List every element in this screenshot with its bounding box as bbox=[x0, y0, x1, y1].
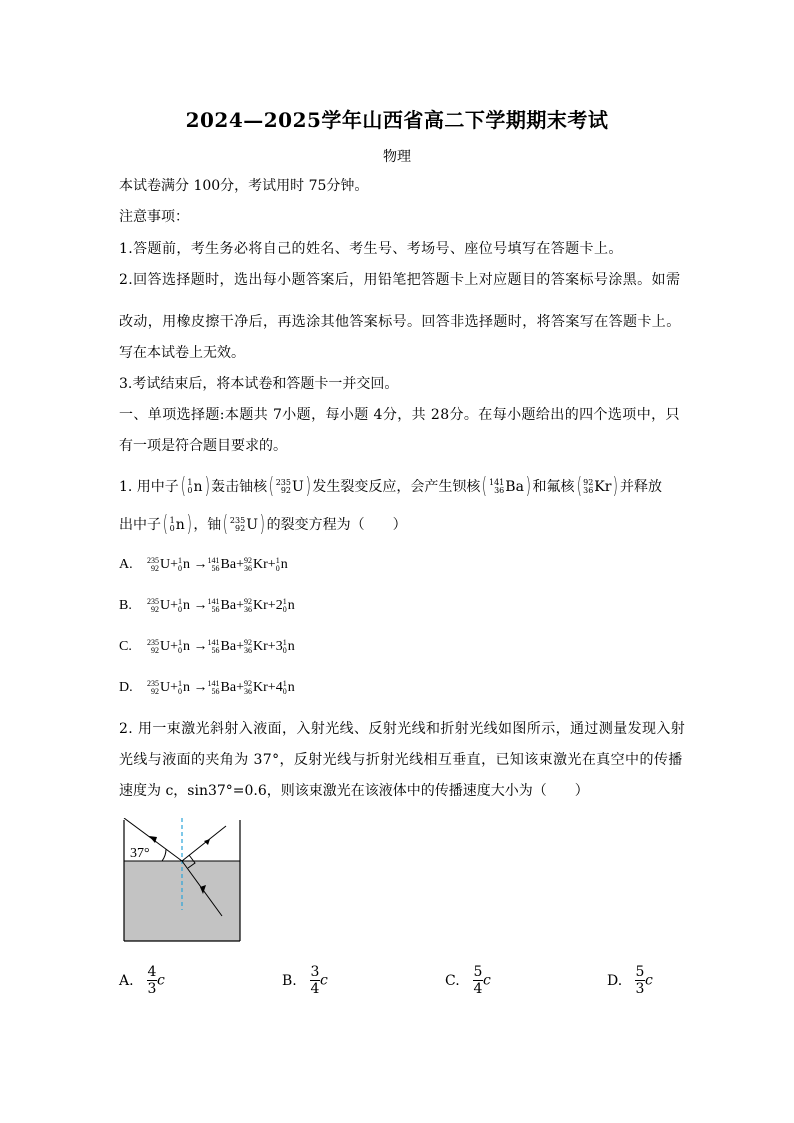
refraction-diagram bbox=[118, 818, 244, 944]
q2-stem-line3: 速度为 c，sin37°=0.6，则该束激光在该液体中的传播速度大小为（ ） bbox=[119, 783, 589, 799]
q2-stem-line1: 2. 用一束激光斜射入液面，入射光线、反射光线和折射光线如图所示，通过测量发现入射 bbox=[119, 721, 686, 737]
q1-option-d[interactable]: D. 235 92 U + 1 0 n → 141 56 Ba + 92 36 Kr +4 1 0 n bbox=[119, 679, 295, 696]
neutron-symbol-2: 1 0 n bbox=[169, 516, 185, 533]
q2-option-b[interactable]: B. $\frac{3}{4}$ c bbox=[282, 964, 328, 997]
section-heading-a: 一、单项选择题:本题共 7小题，每小题 4分，共 28分。在每小题给出的四个选项中，只 bbox=[119, 407, 680, 423]
krypton-symbol: 92 36 Kr bbox=[583, 478, 612, 495]
uranium-symbol: 235 92 U bbox=[275, 478, 304, 495]
notes-title: 注意事项： bbox=[119, 209, 189, 225]
neutron-symbol: 1 0 n bbox=[187, 478, 203, 495]
subject-label: 物理 bbox=[383, 149, 411, 165]
note-1: 1.答题前，考生务必将自己的姓名、考生号、考场号、座位号填写在答题卡上。 bbox=[119, 241, 623, 257]
note-2a: 2.回答选择题时，选出每小题答案后，用铅笔把答题卡上对应题目的答案标号涂黑。如需 bbox=[119, 272, 681, 288]
barium-symbol: 141 36 Ba bbox=[489, 478, 524, 495]
uranium-symbol-2: 235 92 U bbox=[229, 516, 258, 533]
q1-stem-line2: 出中子( 1 0 n ) ，铀( 235 92 U ) 的裂变方程为（ ） bbox=[119, 512, 407, 537]
section-heading-b: 有一项是符合题目要求的。 bbox=[119, 438, 287, 454]
note-2b: 改动，用橡皮擦干净后，再选涂其他答案标号。回答非选择题时，将答案写在答题卡上。 bbox=[119, 314, 681, 330]
q2-stem-line2: 光线与液面的夹角为 37°，反射光线与折射光线相互垂直，已知该束激光在真空中的传播 bbox=[119, 752, 683, 768]
q2-option-c[interactable]: C. $\frac{5}{4}$ c bbox=[445, 964, 491, 997]
note-2c: 写在本试卷上无效。 bbox=[119, 345, 245, 361]
note-3: 3.考试结束后，将本试卷和答题卡一并交回。 bbox=[119, 376, 399, 392]
q1-option-c[interactable]: C. 235 92 U + 1 0 n → 141 56 Ba + 92 36 Kr +3 1 0 n bbox=[119, 638, 295, 655]
score-line: 本试卷满分 100分，考试用时 75分钟。 bbox=[119, 178, 369, 194]
liquid-region bbox=[124, 861, 240, 941]
q2-option-d[interactable]: D. $\frac{5}{3}$ c bbox=[607, 964, 653, 997]
q1-stem-line1: 1. 用中子( 1 0 n ) 轰击铀核( 235 92 U ) 发生裂变反应，会产生钡核( 141 36 Ba ) 和氟核( 92 36 Kr ) 并释放 bbox=[119, 474, 663, 499]
q1-option-a[interactable]: A. 235 92 U + 1 0 n → 141 56 Ba + 92 36 Kr + 1 0 n bbox=[119, 556, 288, 573]
angle-label: 37° bbox=[130, 846, 150, 861]
page-title: 2024—2025学年山西省高二下学期期末考试 bbox=[185, 108, 609, 132]
q2-option-a[interactable]: A. $\frac{4}{3}$ c bbox=[119, 964, 165, 997]
angle-arc bbox=[162, 849, 166, 861]
reflected-ray bbox=[182, 826, 226, 861]
q1-option-b[interactable]: B. 235 92 U + 1 0 n → 141 56 Ba + 92 36 Kr +2 1 0 n bbox=[119, 597, 295, 614]
reflected-arrow bbox=[204, 839, 210, 845]
